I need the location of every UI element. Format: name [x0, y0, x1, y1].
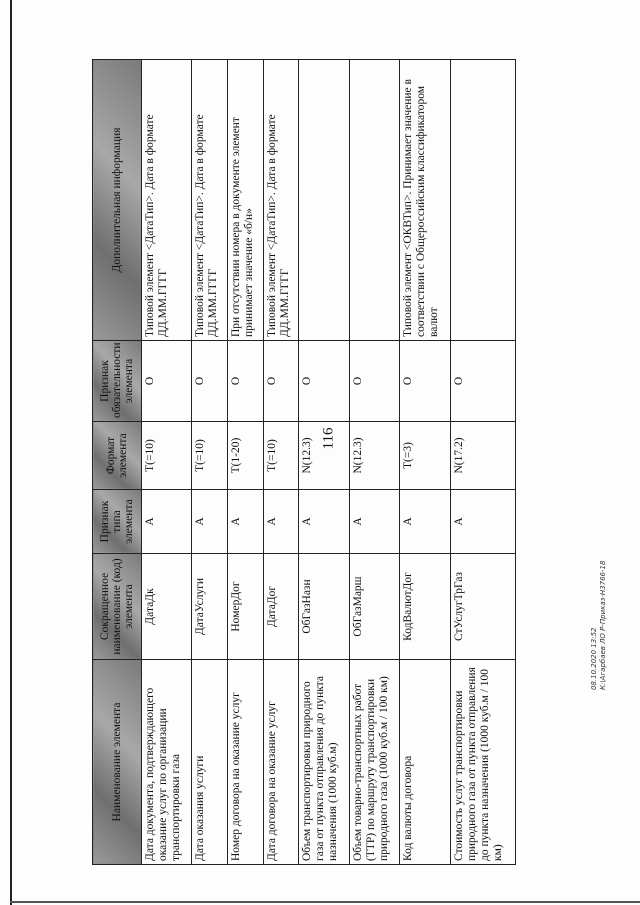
- cell-info: При отсутствии номера в документе элемент принимает значение «б/н»: [228, 60, 264, 341]
- cell-required: О: [450, 341, 515, 422]
- cell-name: Стоимость услуг транспортировки природного газа от пункта отправления до пункта назначения (1000 куб.м / 100 км): [450, 660, 515, 865]
- cell-code: ДатаДог: [263, 554, 299, 660]
- cell-format: T(=10): [142, 422, 192, 490]
- cell-format: T(1-20): [228, 422, 264, 490]
- cell-name: Объем транспортировки природного газа от пункта отправления до пункта назначения (1000 куб.м): [299, 660, 349, 865]
- cell-type: А: [228, 490, 264, 554]
- cell-type: А: [192, 490, 228, 554]
- elements-table-container: [92, 60, 516, 865]
- cell-format: N(12.3): [349, 422, 399, 490]
- cell-info: [299, 60, 349, 341]
- header-element-format: Формат элемента: [93, 422, 142, 490]
- cell-info: Типовой элемент <ДатаТип>. Дата в формате ДД.ММ.ГГГГ: [263, 60, 299, 341]
- cell-required: О: [228, 341, 264, 422]
- table-row: [263, 60, 299, 865]
- cell-type: А: [263, 490, 299, 554]
- table-row: [192, 60, 228, 865]
- header-additional-info: Дополнительная информация: [93, 60, 142, 341]
- cell-format: N(12.3): [299, 422, 349, 490]
- cell-required: О: [299, 341, 349, 422]
- cell-required: О: [400, 341, 450, 422]
- cell-info: Типовой элемент <ОКВТип>. Принимает значение в соответствии с Общероссийским классификатором валют: [400, 60, 450, 341]
- cell-required: О: [192, 341, 228, 422]
- cell-code: СтУслугТрГаз: [450, 554, 515, 660]
- table-row: [400, 60, 450, 865]
- cell-required: О: [349, 341, 399, 422]
- page-bottom-border: [10, 901, 640, 903]
- table-row: [299, 60, 349, 865]
- cell-name: Объем товарно-транспортных работ (ТТР) по маршруту транспортировки природного газа (1000 куб.м / 100 км): [349, 660, 399, 865]
- header-element-required: Признак обязательности элемента: [93, 341, 142, 422]
- header-element-name: Наименование элемента: [93, 660, 142, 865]
- cell-name: Дата документа, подтверждающего оказание услуг по организации транспортировки газа: [142, 660, 192, 865]
- cell-info: Типовой элемент <ДатаТип>. Дата в формате ДД.ММ.ГГГГ: [192, 60, 228, 341]
- cell-type: А: [142, 490, 192, 554]
- table-row: [142, 60, 192, 865]
- cell-code: КодВалютДог: [400, 554, 450, 660]
- cell-type: А: [450, 490, 515, 554]
- cell-code: ОбГазМарш: [349, 554, 399, 660]
- cell-code: ДатаУслуги: [192, 554, 228, 660]
- cell-format: T(=3): [400, 422, 450, 490]
- header-element-code: Сокращенное наименование (код) элемента: [93, 554, 142, 660]
- cell-format: T(=10): [192, 422, 228, 490]
- page-number: 116: [320, 427, 337, 450]
- cell-code: НомерДог: [228, 554, 264, 660]
- cell-name: Дата оказания услуги: [192, 660, 228, 865]
- cell-code: ОбГазНазн: [299, 554, 349, 660]
- stamp-path: К:\Агарбаев ЛО Р-Приказ-Н3766-18: [599, 560, 607, 690]
- cell-required: О: [263, 341, 299, 422]
- cell-name: Дата договора на оказание услуг: [263, 660, 299, 865]
- cell-format: T(=10): [263, 422, 299, 490]
- table-row: [450, 60, 515, 865]
- print-stamp: [590, 561, 608, 690]
- cell-type: А: [349, 490, 399, 554]
- header-element-type: Признак типа элемента: [93, 490, 142, 554]
- stamp-date: 08.10.2020 13:52: [590, 627, 598, 690]
- cell-type: А: [299, 490, 349, 554]
- cell-name: Номер договора на оказание услуг: [228, 660, 264, 865]
- cell-name: Код валюты договора: [400, 660, 450, 865]
- page-left-border: [10, 0, 12, 905]
- cell-code: ДатаДк: [142, 554, 192, 660]
- table-row: [228, 60, 264, 865]
- cell-required: О: [142, 341, 192, 422]
- cell-format: N(17.2): [450, 422, 515, 490]
- table-header-row: [93, 60, 142, 865]
- elements-table: [92, 59, 516, 865]
- cell-type: А: [400, 490, 450, 554]
- cell-info: Типовой элемент <ДатаТип>. Дата в формате ДД.ММ.ГГГГ: [142, 60, 192, 341]
- table-row: [349, 60, 399, 865]
- cell-info: [450, 60, 515, 341]
- cell-info: [349, 60, 399, 341]
